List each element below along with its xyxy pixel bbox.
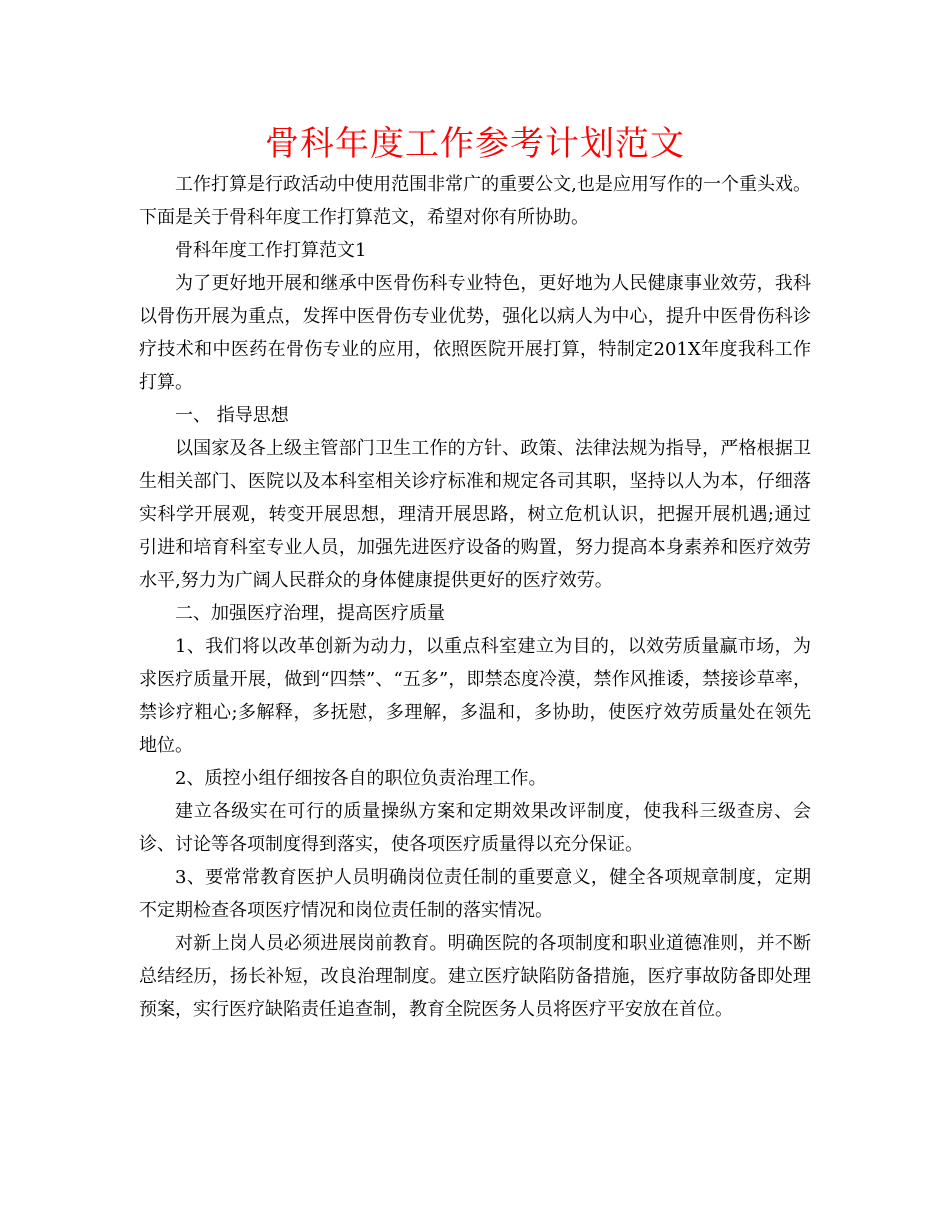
paragraph-item-2: 2、质控小组仔细按各自的职位负责治理工作。 [175,768,547,789]
document-body [139,168,811,1026]
paragraph-quality-system: 建立各级实在可行的质量操纵方案和定期效果改评制度，使我科三级查房、会诊、讨论等各项制度得到落实，使各项医疗质量得以充分保证。 [139,801,811,855]
document-title: 骨科年度工作参考计划范文 [265,124,685,164]
paragraph-item-1: 1、我们将以改革创新为动力，以重点科室建立为目的，以效劳质量赢市场，为求医疗质量开展，做到“四禁”、“五多”，即禁态度冷漠，禁作风推诿，禁接诊草率，禁诊疗粗心;多解释，多抚慰，多理解，多温和，多协助，使医疗效劳质量处在领先地位。 [139,636,811,756]
section-heading-2: 二、加强医疗治理，提高医疗质量 [175,603,445,624]
paragraph-guiding-thought: 以国家及各上级主管部门卫生工作的方针、政策、法律法规为指导，严格根据卫生相关部门、医院以及本科室相关诊疗标准和规定各司其职，坚持以人为本，仔细落实科学开展观，转变开展思想，理清开展思路，树立危机认识，把握开展机遇;通过引进和培育科室专业人员，加强先进医疗设备的购置，努力提高本身素养和医疗效劳水平,努力为广阔人民群众的身体健康提供更好的医疗效劳。 [139,438,811,591]
paragraph-purpose: 为了更好地开展和继承中医骨伤科专业特色，更好地为人民健康事业效劳，我科以骨伤开展为重点，发挥中医骨伤专业优势，强化以病人为中心，提升中医骨伤科诊疗技术和中医药在骨伤专业的应用，依照医院开展打算，特制定201X年度我科工作打算。 [139,273,811,393]
section-heading-1: 一、 指导思想 [175,405,289,426]
paragraph-subtitle: 骨科年度工作打算范文1 [175,240,367,261]
paragraph-new-staff: 对新上岗人员必须进展岗前教育。明确医院的各项制度和职业道德准则，并不断总结经历，扬长补短，改良治理制度。建立医疗缺陷防备措施，医疗事故防备即处理预案，实行医疗缺陷责任追查制，教育全院医务人员将医疗平安放在首位。 [139,933,811,1020]
paragraph-item-3: 3、要常常教育医护人员明确岗位责任制的重要意义，健全各项规章制度，定期不定期检查各项医疗情况和岗位责任制的落实情况。 [139,867,811,921]
paragraph-intro: 工作打算是行政活动中使用范围非常广的重要公文,也是应用写作的一个重头戏。下面是关于骨科年度工作打算范文，希望对你有所协助。 [139,174,811,228]
